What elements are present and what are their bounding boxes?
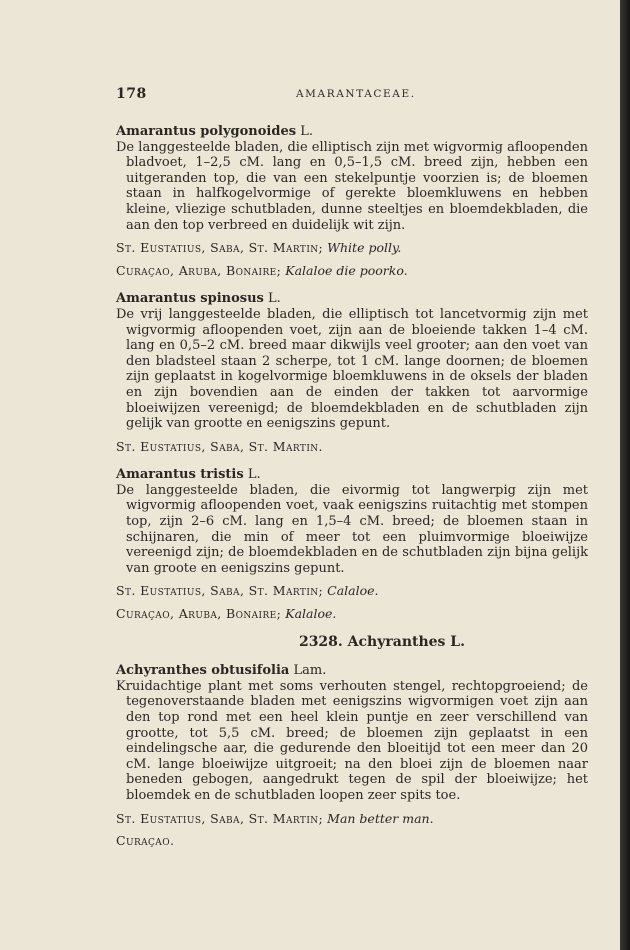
locality-places: Curaçao, Aruba, Bonaire; xyxy=(116,606,282,622)
vernacular-name: Kalaloe die poorko. xyxy=(285,262,408,278)
species-name: Amarantus spinosus xyxy=(116,291,264,307)
species-entry xyxy=(116,467,588,621)
species-author: Lam. xyxy=(293,663,327,679)
species-description: De vrij langgesteelde bladen, die elliptisch tot lancetvormig zijn met wigvormig afloopenden voet, zijn aan de bloeiende takken 1–4 cM. lang en 0,5–2 cM. breed maar dikwijls veel grooter; aan den voet van den bladsteel staan 2 scherpe, tot 1 cM. lange doornen; de bloemen zijn geplaatst in kogelvormige bloemkluwens in de oksels der bladen en zijn bovendien aan de einden der takken tot aarvormige bloeiwijzen vereenigd; de bloemdekbladen en de schutbladen zijn gelijk van grootte en eenigszins gepunt. xyxy=(116,306,588,432)
species-author: L. xyxy=(268,291,281,307)
vernacular-name: White polly. xyxy=(327,240,402,256)
locality-places: St. Eustatius, Saba, St. Martin; xyxy=(116,583,324,599)
locality-places: Curaçao. xyxy=(116,833,175,849)
locality-places: St. Eustatius, Saba, St. Martin; xyxy=(116,810,324,826)
book-spine-edge xyxy=(620,0,630,950)
running-title: AMARANTACEAE. xyxy=(296,88,416,100)
locality-places: Curaçao, Aruba, Bonaire; xyxy=(116,262,282,278)
species-description: De langgesteelde bladen, die elliptisch zijn met wigvormig afloopenden bladvoet, 1–2,5 cM. lang en 0,5–1,5 cM. breed zijn, hebben een uitgeranden top, die van een stekelpuntje voorzien is; de bloemen staan in halfkogelvormige of gerekte bloemkluwens en hebben kleine, vliezige schutbladen, dunne steeltjes en bloemdekbladen, die aan den top verbreed en duidelijk wit zijn. xyxy=(116,139,588,233)
species-author: L. xyxy=(300,124,313,139)
species-name: Achyranthes obtusifolia xyxy=(116,663,290,679)
page-body xyxy=(116,124,588,862)
page-header xyxy=(116,86,586,106)
species-description: Kruidachtige plant met soms verhouten stengel, rechtopgroeiend; de tegenoverstaande bladen met eenigszins wigvormigen voet zijn aan den top rond met een heel klein puntje en zeer verschillend van grootte, tot 5,5 cM. breed; de bloemen zijn geplaatst in een eindelingsche aar, die gedurende den bloeitijd tot een meer dan 20 cM. lange bloeiwijze uitgroeit; na den bloei zijn de bloemen naar beneden gebogen, aangedrukt tegen de spil der bloeiwijze; het bloemdek en de schutbladen loopen zeer spits toe. xyxy=(116,678,588,803)
vernacular-name: Calaloe. xyxy=(327,583,379,599)
locality-line xyxy=(116,811,588,827)
locality-line xyxy=(116,439,588,455)
species-entry xyxy=(116,124,588,278)
locality-line xyxy=(116,263,588,279)
species-name: Amarantus tristis xyxy=(116,467,244,483)
locality-line xyxy=(116,240,588,256)
locality-line xyxy=(116,583,588,599)
locality-places: St. Eustatius, Saba, St. Martin; xyxy=(116,240,324,256)
page-number: 178 xyxy=(116,86,147,102)
locality-places: St. Eustatius, Saba, St. Martin. xyxy=(116,438,323,454)
species-name: Amarantus polygonoides xyxy=(116,124,297,139)
species-entry xyxy=(116,291,588,454)
vernacular-name: Man better man. xyxy=(327,810,434,826)
species-description: De langgesteelde bladen, die eivormig tot langwerpig zijn met wigvormig afloopenden voet, vaak eenigszins ruitachtig met stompen top, zijn 2–6 cM. lang en 1,5–4 cM. breed; de bloemen staan in schijnaren, die min of meer tot een pluimvormige bloeiwijze vereenigd zijn; de bloemdekbladen en de schutbladen zijn bijna gelijk van groote en eenigszins gepunt. xyxy=(116,482,588,576)
genus-heading: 2328. Achyranthes L. xyxy=(298,633,466,650)
locality-line xyxy=(116,833,588,849)
vernacular-name: Kalaloe. xyxy=(285,606,337,622)
locality-line xyxy=(116,606,588,622)
species-author: L. xyxy=(247,467,261,483)
species-entry xyxy=(116,663,588,849)
